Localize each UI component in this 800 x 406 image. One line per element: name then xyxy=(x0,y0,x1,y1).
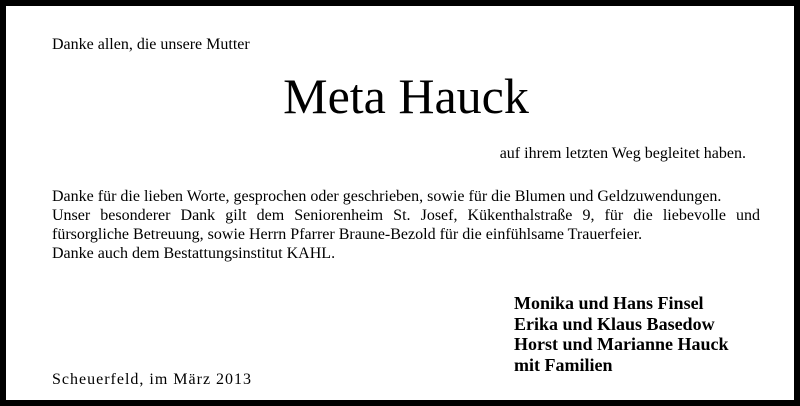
place-date: Scheuerfeld, im März 2013 xyxy=(52,371,253,388)
signer-line: Erika und Klaus Basedow xyxy=(514,313,715,334)
thanks-body xyxy=(52,187,760,263)
signer-line: Monika und Hans Finsel xyxy=(514,293,704,313)
signer-line: Horst und Marianne Hauck xyxy=(514,334,729,354)
signer-line: mit Familien xyxy=(514,354,613,375)
thanks-paragraph: Danke für die lieben Worte, gesprochen oder geschrieben, sowie für die Blumen und Geldzuwendungen. xyxy=(52,188,722,205)
thanks-paragraph: Unser besonderer Dank gilt dem Seniorenheim St. Josef, Kükenthalstraße 9, für die liebevolle und fürsorgliche Betreuung, sowie Herrn Pfarrer Braune-Bezold für die einfühlsame Trauerfeier. xyxy=(52,207,760,243)
closing-line: auf ihrem letzten Weg begleitet haben. xyxy=(499,145,746,162)
signers-block xyxy=(514,293,729,375)
intro-line: Danke allen, die unsere Mutter xyxy=(52,36,250,53)
thanks-paragraph: Danke auch dem Bestattungsinstitut KAHL. xyxy=(52,245,336,262)
deceased-name: Meta Hauck xyxy=(283,68,529,124)
